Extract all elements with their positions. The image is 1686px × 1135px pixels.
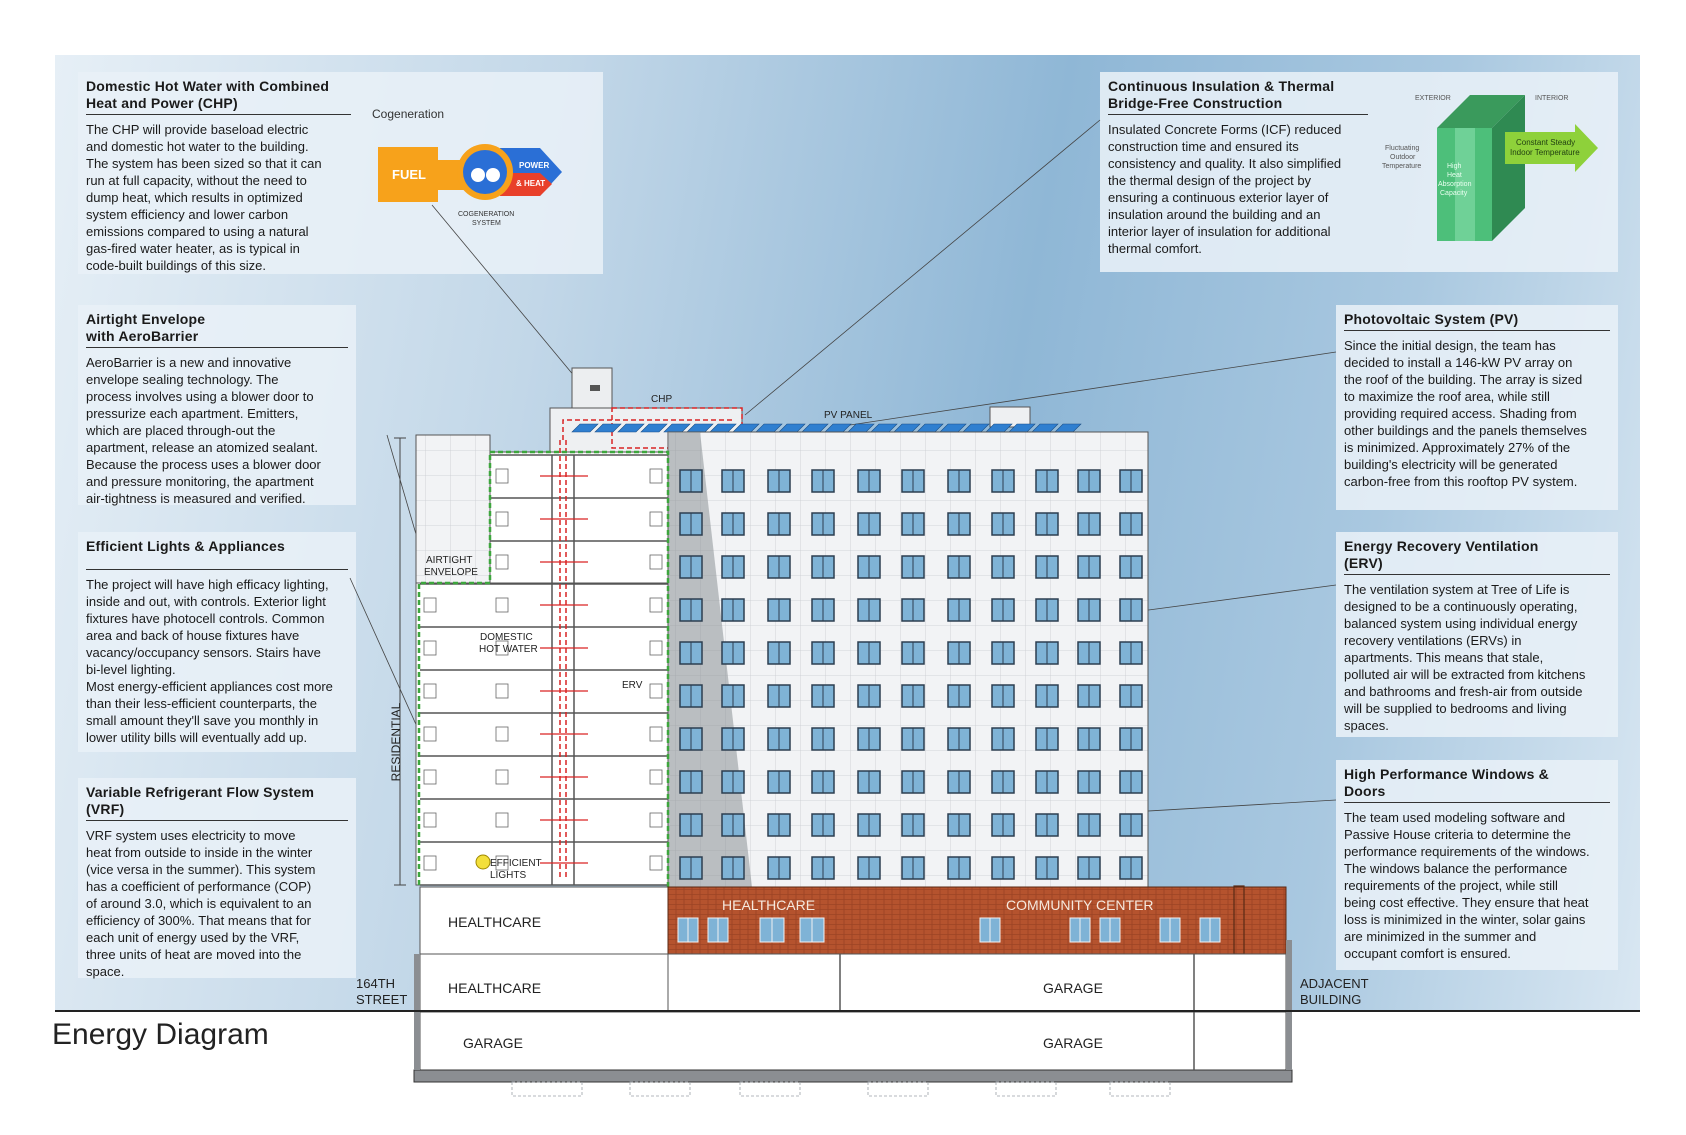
- facade-window: [902, 728, 924, 750]
- chp-body: The CHP will provide baseload electric and domestic hot water to the building. The system has been sized so that it can run at full capacity, without the need to dump heat, which results in optimized system efficiency and lower carbon emissions compared to using a natural gas-fired water heater, as is typical in code-built buildings of this size.: [86, 122, 322, 273]
- facade-window: [1036, 470, 1058, 492]
- cogeneration-graphic: [372, 107, 562, 227]
- pv-module: [756, 424, 782, 432]
- erv-unit: [650, 469, 662, 483]
- footing: [740, 1082, 800, 1096]
- vrf-unit: [496, 598, 508, 612]
- vrf-unit: [424, 856, 436, 870]
- erv-unit: [650, 555, 662, 569]
- facade-window: [992, 470, 1014, 492]
- facade-window: [812, 728, 834, 750]
- facade-window: [1078, 470, 1100, 492]
- vrf-body: VRF system uses electricity to move heat from outside to inside in the winter (vice versa in the summer). This system has a coefficient of performance (COP) of around 3.0, which is equivalent to an efficiency of 300%. That means that for each unit of energy used by the VRF, three units of heat are moved into the space.: [86, 828, 316, 979]
- footing: [996, 1082, 1056, 1096]
- icf-outdoor-2: Outdoor: [1390, 154, 1416, 161]
- community-center-label: COMMUNITY CENTER: [1006, 897, 1154, 913]
- facade-window: [858, 513, 880, 535]
- facade-window: [768, 728, 790, 750]
- residential-label: RESIDENTIAL: [389, 702, 403, 782]
- facade-window: [992, 642, 1014, 664]
- pv-panel-label: PV PANEL: [824, 410, 873, 421]
- facade-window: [858, 814, 880, 836]
- pv-module: [825, 424, 851, 432]
- grade-line: [55, 1010, 1640, 1012]
- facade-window: [812, 814, 834, 836]
- cogeneration-title: Cogeneration: [372, 107, 445, 121]
- facade-window: [812, 513, 834, 535]
- podium-window: [800, 918, 824, 942]
- facade-window: [902, 556, 924, 578]
- facade-window: [1120, 814, 1142, 836]
- facade-window: [948, 556, 970, 578]
- facade-window: [902, 642, 924, 664]
- facade-window: [858, 470, 880, 492]
- podium: [356, 886, 1369, 1096]
- aerobarrier-heading: Airtight Envelope with AeroBarrier: [86, 311, 206, 344]
- facade-window: [992, 857, 1014, 879]
- facade-window: [768, 814, 790, 836]
- facade-window: [812, 642, 834, 664]
- facade-window: [1078, 642, 1100, 664]
- chp-heading: Domestic Hot Water with Combined Heat and Power (CHP): [86, 78, 330, 111]
- cogeneration-system-label-1: COGENERATION: [458, 211, 515, 218]
- facade-window: [768, 599, 790, 621]
- windows-heading: High Performance Windows & Doors: [1344, 766, 1549, 799]
- facade-window: [680, 470, 702, 492]
- facade-window: [680, 599, 702, 621]
- pv-body: Since the initial design, the team has decided to install a 146-kW PV array on the roof of the building. The array is sized to maximize the roof area, while still providing required access. Shading from other buildings and the panels themselves is minimized. Approximately 27% of the building's electricity will be generated carbon-free from this rooftop PV system.: [1344, 338, 1587, 489]
- garage-b-label: GARAGE: [1043, 980, 1103, 996]
- vrf-unit: [496, 469, 508, 483]
- facade-window: [722, 771, 744, 793]
- facade-window: [1036, 814, 1058, 836]
- vrf-unit: [496, 813, 508, 827]
- vrf-unit: [424, 727, 436, 741]
- facade-window: [722, 814, 744, 836]
- facade-window: [902, 685, 924, 707]
- facade-window: [1120, 513, 1142, 535]
- facade-window: [768, 857, 790, 879]
- facade-window: [858, 599, 880, 621]
- garage-a-label: GARAGE: [463, 1035, 523, 1051]
- healthcare-lower-label: HEALTHCARE: [448, 980, 542, 996]
- facade-window: [1078, 728, 1100, 750]
- facade-window: [948, 599, 970, 621]
- facade-window: [680, 857, 702, 879]
- erv-unit: [650, 684, 662, 698]
- facade-window: [680, 685, 702, 707]
- facade-window: [1120, 642, 1142, 664]
- facade-window: [902, 470, 924, 492]
- aerobarrier-body: AeroBarrier is a new and innovative envelope sealing technology. The process involves using a blower door to pressurize each apartment. Emitters, which are placed through-out the apartment, release an atomized sealant. Because the process uses a blower door and pressure monitoring, the apartment air-tightness is measured and verified.: [86, 355, 321, 506]
- facade-window: [902, 857, 924, 879]
- facade-window: [858, 771, 880, 793]
- facade-window: [858, 642, 880, 664]
- erv-unit: [650, 770, 662, 784]
- facade-window: [1078, 556, 1100, 578]
- pv-heading: Photovoltaic System (PV): [1344, 311, 1519, 327]
- footing: [512, 1082, 582, 1096]
- footing: [630, 1082, 690, 1096]
- facade-window: [1078, 771, 1100, 793]
- ground-floor: [420, 954, 1286, 1012]
- facade-window: [902, 599, 924, 621]
- facade-window: [1036, 771, 1058, 793]
- facade-window: [1036, 513, 1058, 535]
- airtight-label-2: ENVELOPE: [424, 567, 478, 578]
- facade-window: [992, 599, 1014, 621]
- chp-label: CHP: [651, 394, 673, 405]
- power-label: POWER: [519, 161, 550, 170]
- facade-window: [1120, 728, 1142, 750]
- erv-heading: Energy Recovery Ventilation (ERV): [1344, 538, 1539, 571]
- facade-window: [1120, 470, 1142, 492]
- icf-heading: Continuous Insulation & Thermal Bridge-Free Construction: [1108, 78, 1335, 111]
- podium-window: [1160, 918, 1180, 942]
- facade-window: [722, 470, 744, 492]
- pv-module: [963, 424, 989, 432]
- facade-window: [812, 556, 834, 578]
- facade-window: [722, 685, 744, 707]
- facade-window: [992, 513, 1014, 535]
- vrf-unit: [496, 512, 508, 526]
- facade-window: [858, 556, 880, 578]
- vrf-unit: [496, 727, 508, 741]
- facade-window: [1120, 857, 1142, 879]
- facade-window: [858, 857, 880, 879]
- pv-module: [802, 424, 828, 432]
- facade-window: [768, 513, 790, 535]
- facade-window: [812, 771, 834, 793]
- vrf-heading: Variable Refrigerant Flow System (VRF): [86, 784, 315, 817]
- erv-unit: [650, 598, 662, 612]
- facade-window: [722, 857, 744, 879]
- vrf-unit: [424, 813, 436, 827]
- facade-window: [722, 599, 744, 621]
- erv-unit: [650, 813, 662, 827]
- dhw-label-1: DOMESTIC: [480, 632, 533, 643]
- vrf-unit: [424, 684, 436, 698]
- footing: [868, 1082, 928, 1096]
- pv-module: [1055, 424, 1081, 432]
- erv-body: The ventilation system at Tree of Life is designed to be a continuously operating, balanced system using individual energy recovery ventilations (ERVs) in apartments. This means that stale, polluted air will be extracted from kitchens and bathrooms and fresh-air from outside will be supplied to bedrooms and living spaces.: [1344, 582, 1586, 733]
- icf-capacity-1: High: [1447, 163, 1462, 170]
- facade-window: [948, 728, 970, 750]
- facade-window: [768, 771, 790, 793]
- facade-window: [768, 685, 790, 707]
- podium-window: [760, 918, 784, 942]
- pv-module: [848, 424, 874, 432]
- facade-window: [1078, 599, 1100, 621]
- adjacent-label-1: ADJACENT: [1300, 976, 1369, 991]
- facade-window: [768, 556, 790, 578]
- icf-capacity-4: Capacity: [1440, 190, 1468, 197]
- facade-window: [948, 685, 970, 707]
- podium-window: [1070, 918, 1090, 942]
- facade-window: [768, 470, 790, 492]
- facade-window: [680, 642, 702, 664]
- facade-window: [1120, 771, 1142, 793]
- facade-window: [948, 513, 970, 535]
- facade-window: [768, 642, 790, 664]
- icf-indoor-1: Constant Steady: [1516, 138, 1576, 147]
- pv-module: [894, 424, 920, 432]
- facade-window: [1036, 728, 1058, 750]
- adjacent-label-2: BUILDING: [1300, 992, 1362, 1007]
- podium-window: [980, 918, 1000, 942]
- icf-body: Insulated Concrete Forms (ICF) reduced construction time and ensured its consistency and quality. It also simplified the thermal design of the project by ensuring a continuous exterior layer of insulation around the building and an interior layer of insulation for additional thermal comfort.: [1108, 122, 1342, 256]
- facade-window: [1036, 857, 1058, 879]
- pv-module: [940, 424, 966, 432]
- facade-window: [1078, 513, 1100, 535]
- airtight-label-1: AIRTIGHT: [426, 555, 473, 566]
- facade-window: [1120, 599, 1142, 621]
- facade-window: [680, 728, 702, 750]
- facade-window: [1036, 599, 1058, 621]
- facade-window: [858, 728, 880, 750]
- facade-window: [1120, 685, 1142, 707]
- healthcare-facade-label: HEALTHCARE: [722, 897, 816, 913]
- street-label-1: 164TH: [356, 976, 396, 991]
- podium-window: [1200, 918, 1220, 942]
- facade-window: [902, 513, 924, 535]
- lights-heading: Efficient Lights & Appliances: [86, 538, 285, 554]
- pv-module: [779, 424, 805, 432]
- podium-window: [678, 918, 698, 942]
- icf-outdoor-1: Fluctuating: [1385, 145, 1420, 152]
- facade-window: [992, 771, 1014, 793]
- facade-window: [680, 513, 702, 535]
- facade-window: [902, 814, 924, 836]
- icf-capacity-2: Heat: [1447, 172, 1462, 179]
- street-label-2: STREET: [356, 992, 408, 1007]
- facade-window: [1078, 685, 1100, 707]
- icf-exterior-label: EXTERIOR: [1415, 95, 1451, 102]
- icf-wall-graphic: [1382, 95, 1598, 241]
- erv-unit: [650, 727, 662, 741]
- pv-module: [917, 424, 943, 432]
- pv-module: [1032, 424, 1058, 432]
- facade-window: [680, 556, 702, 578]
- vrf-unit: [496, 770, 508, 784]
- facade-window: [812, 857, 834, 879]
- podium-window: [708, 918, 728, 942]
- cogeneration-system-label-2: SYSTEM: [472, 220, 501, 227]
- icf-capacity-3: Absorption: [1438, 181, 1472, 188]
- vrf-unit: [424, 770, 436, 784]
- facade-window: [1078, 814, 1100, 836]
- facade-window: [858, 685, 880, 707]
- facade-window: [948, 857, 970, 879]
- facade-window: [948, 642, 970, 664]
- facade-window: [1036, 556, 1058, 578]
- pv-module: [871, 424, 897, 432]
- efficient-label-1: EFFICIENT: [490, 858, 542, 869]
- facade-window: [1036, 642, 1058, 664]
- vrf-unit: [424, 641, 436, 655]
- dhw-label-2: HOT WATER: [479, 644, 538, 655]
- page-title: Energy Diagram: [52, 1018, 269, 1051]
- facade-window: [722, 642, 744, 664]
- erv-unit: [650, 641, 662, 655]
- erv-unit: [650, 856, 662, 870]
- vrf-unit: [496, 555, 508, 569]
- podium-window: [1100, 918, 1120, 942]
- facade-window: [722, 513, 744, 535]
- erv-label: ERV: [622, 680, 643, 691]
- erv-unit: [650, 512, 662, 526]
- facade-window: [992, 556, 1014, 578]
- facade-window: [1120, 556, 1142, 578]
- facade-window: [680, 814, 702, 836]
- residential-facade: [668, 432, 1148, 887]
- facade-window: [1036, 685, 1058, 707]
- facade-window: [722, 556, 744, 578]
- facade-window: [1078, 857, 1100, 879]
- lights-body: The project will have high efficacy lighting, inside and out, with controls. Exterior light fixtures have photocell controls. Common area and back of house fixtures have vacancy/occupancy sensors. Stairs have bi-level lighting. Most energy-efficient appliances cost more than their less-efficient counterparts, the small amount they'll save you monthly in lower utility bills will eventually add up.: [86, 577, 333, 745]
- fuel-label: FUEL: [392, 167, 426, 182]
- icf-indoor-2: Indoor Temperature: [1510, 148, 1580, 157]
- facade-window: [812, 599, 834, 621]
- pv-array: [572, 424, 1081, 432]
- garage-c-label: GARAGE: [1043, 1035, 1103, 1051]
- footing: [1110, 1082, 1170, 1096]
- facade-window: [680, 771, 702, 793]
- vrf-unit: [496, 684, 508, 698]
- heat-label: & HEAT: [516, 179, 546, 188]
- icf-outdoor-3: Temperature: [1382, 163, 1422, 170]
- facade-window: [902, 771, 924, 793]
- facade-window: [722, 728, 744, 750]
- facade-window: [992, 685, 1014, 707]
- facade-window: [992, 814, 1014, 836]
- facade-window: [948, 470, 970, 492]
- healthcare-upper-label: HEALTHCARE: [448, 914, 542, 930]
- vrf-unit: [424, 598, 436, 612]
- efficient-lights-icon: [476, 855, 490, 869]
- cellar: [420, 1012, 1286, 1070]
- facade-window: [812, 470, 834, 492]
- facade-window: [948, 814, 970, 836]
- facade-window: [812, 685, 834, 707]
- windows-body: The team used modeling software and Passive House criteria to determine the performance requirements of the windows. The windows balance the performance requirements of the project, while still being cost effective. They ensure that heat loss is minimized in the winter, solar gains are minimized in the summer and occupant comfort is ensured.: [1344, 810, 1590, 961]
- efficient-label-2: LIGHTS: [490, 870, 527, 881]
- facade-window: [992, 728, 1014, 750]
- facade-window: [948, 771, 970, 793]
- icf-interior-label: INTERIOR: [1535, 95, 1569, 102]
